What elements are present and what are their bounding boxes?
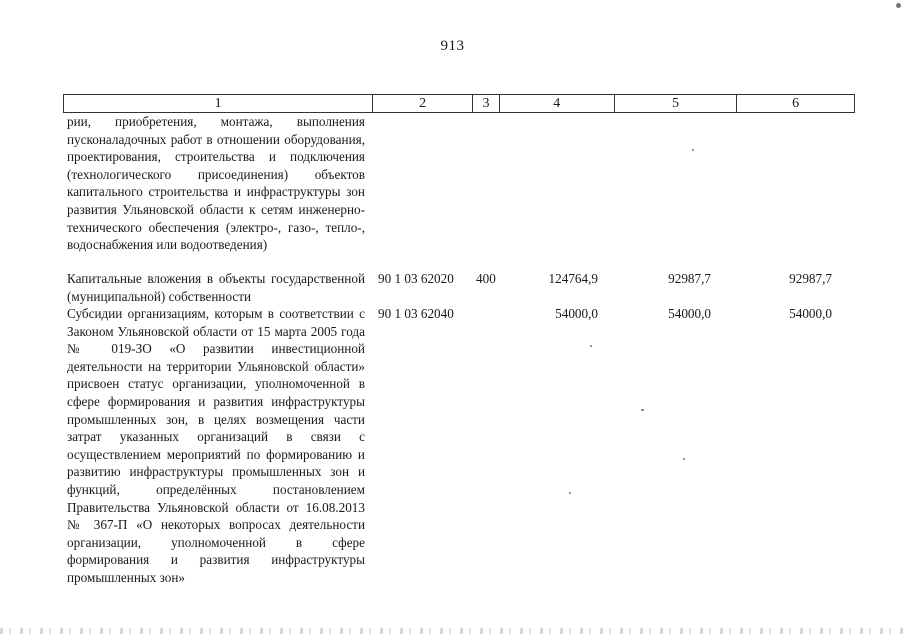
row-value-5: 54000,0 <box>668 306 711 321</box>
page-number: 913 <box>440 38 465 54</box>
scan-speck <box>641 409 644 411</box>
row-value-6: 92987,7 <box>789 271 832 286</box>
row-code: 90 1 03 62040 <box>378 306 454 321</box>
row-description: рии, приобретения, монтажа, выполнения пусконаладочных работ в отношении оборудования, проектирования, строительства и подключения (технологического присоединения) объектов капитального строительства и инфраструктуры зон развития Ульяновской области к сетям инженерно-технического обеспечения (электро-, газо-, тепло-, водоснабжения или водоотведения) <box>67 114 365 253</box>
scan-speck <box>569 492 571 494</box>
scan-speck <box>896 3 901 8</box>
header-col-6: 6 <box>792 96 800 111</box>
row-description: Субсидии организациям, которым в соответствии с Законом Ульяновской области от 15 марта 2005 года № 019-ЗО «О развитии инвестиционной деятельности на территории Ульяновской области» присвоен статус организации, уполномоченной в сфере формирования и развития инфраструктуры промышленных зон, в целях возмещения части затрат указанных организаций в связи с осуществлением мероприятий по формированию и развитию инфраструктуры промышленных зон и функций, определённых постановлением Правительства Ульяновской области от 16.08.2013 № 367-П «О некоторых вопросах деятельности организации, уполномоченной в сфере формирования и развития инфраструктуры промышленных зон» <box>67 306 365 585</box>
header-col-4: 4 <box>500 95 615 112</box>
scan-speck <box>683 458 685 460</box>
row-value-5: 92987,7 <box>668 271 711 286</box>
row-value-4: 124764,9 <box>548 271 598 286</box>
header-col-1: 1 <box>64 95 373 112</box>
table-header-row <box>63 94 855 113</box>
row-code: 90 1 03 62020 <box>378 271 454 286</box>
scan-speck <box>590 345 592 347</box>
header-col-3: 3 <box>473 95 500 112</box>
row-description: Капитальные вложения в объекты государственной (муниципальной) собственности <box>67 271 365 304</box>
header-col-5: 5 <box>615 95 738 112</box>
row-value-4: 54000,0 <box>555 306 598 321</box>
row-value-6: 54000,0 <box>789 306 832 321</box>
scan-speck <box>692 149 694 151</box>
scan-edge-noise <box>0 628 905 634</box>
row-kind: 400 <box>476 271 496 286</box>
header-col-2: 2 <box>373 95 473 112</box>
